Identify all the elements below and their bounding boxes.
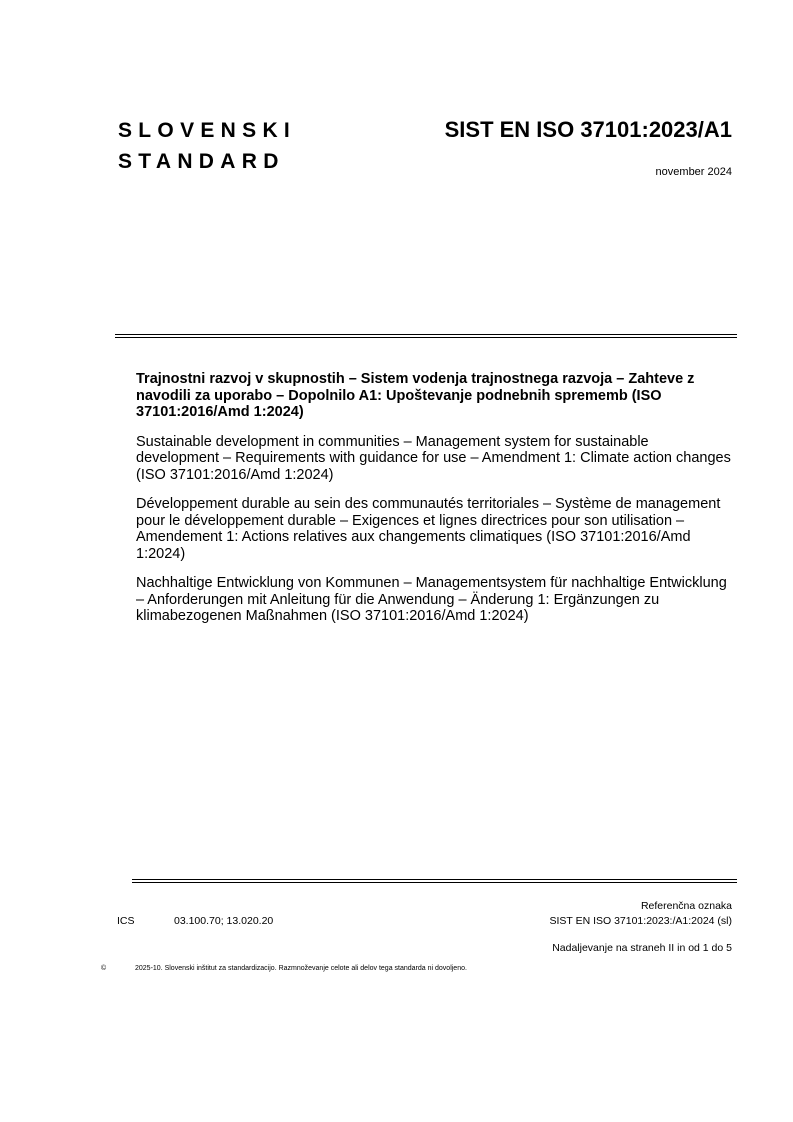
standard-word-2: STANDARD (118, 150, 285, 173)
copyright-text: 2025-10. Slovenski inštitut za standardizacijo. Razmnoževanje celote ali delov tega standarda ni dovoljeno. (135, 965, 467, 972)
standard-word-1: SLOVENSKI (118, 119, 297, 142)
title-french: Développement durable au sein des communautés territoriales – Système de management pour le développement durable – Exigences et lignes directrices pour son utilisation – Amendement 1: Actions relatives aux changements climatiques (ISO 37101:2016/Amd 1:2024) (136, 496, 721, 562)
bottom-divider (132, 879, 737, 883)
reference-label: Referenčna oznaka (640, 900, 732, 912)
continuation-note: Nadaljevanje na straneh II in od 1 do 5 (552, 942, 732, 954)
title-english: Sustainable development in communities – Management system for sustainable development – Requirements with guidance for use – Amendment 1: Climate action changes (ISO 37101:2016/Amd 1:2024) (136, 433, 731, 483)
publication-date: november 2024 (655, 166, 732, 178)
document-id: SIST EN ISO 37101:2023/A1 (444, 117, 732, 142)
titles-block (136, 371, 734, 638)
ics-label: ICS (117, 915, 135, 927)
top-divider (115, 334, 737, 338)
ics-codes: 03.100.70; 13.020.20 (174, 915, 274, 927)
title-german: Nachhaltige Entwicklung von Kommunen – Managementsystem für nachhaltige Entwicklung – Anforderungen mit Anleitung für die Anwendung – Änderung 1: Ergänzungen zu klimabezogenen Maßnahmen (ISO 37101:2016/Amd 1:2024) (136, 575, 727, 624)
copyright-icon: © (101, 965, 107, 972)
reference-value: SIST EN ISO 37101:2023:/A1:2024 (sl) (549, 915, 732, 927)
title-slovenian: Trajnostni razvoj v skupnostih – Sistem vodenja trajnostnega razvoja – Zahteve z navodili za uporabo – Dopolnilo A1: Upoštevanje podnebnih sprememb (ISO 37101:2016/Amd 1:2024) (136, 371, 695, 420)
